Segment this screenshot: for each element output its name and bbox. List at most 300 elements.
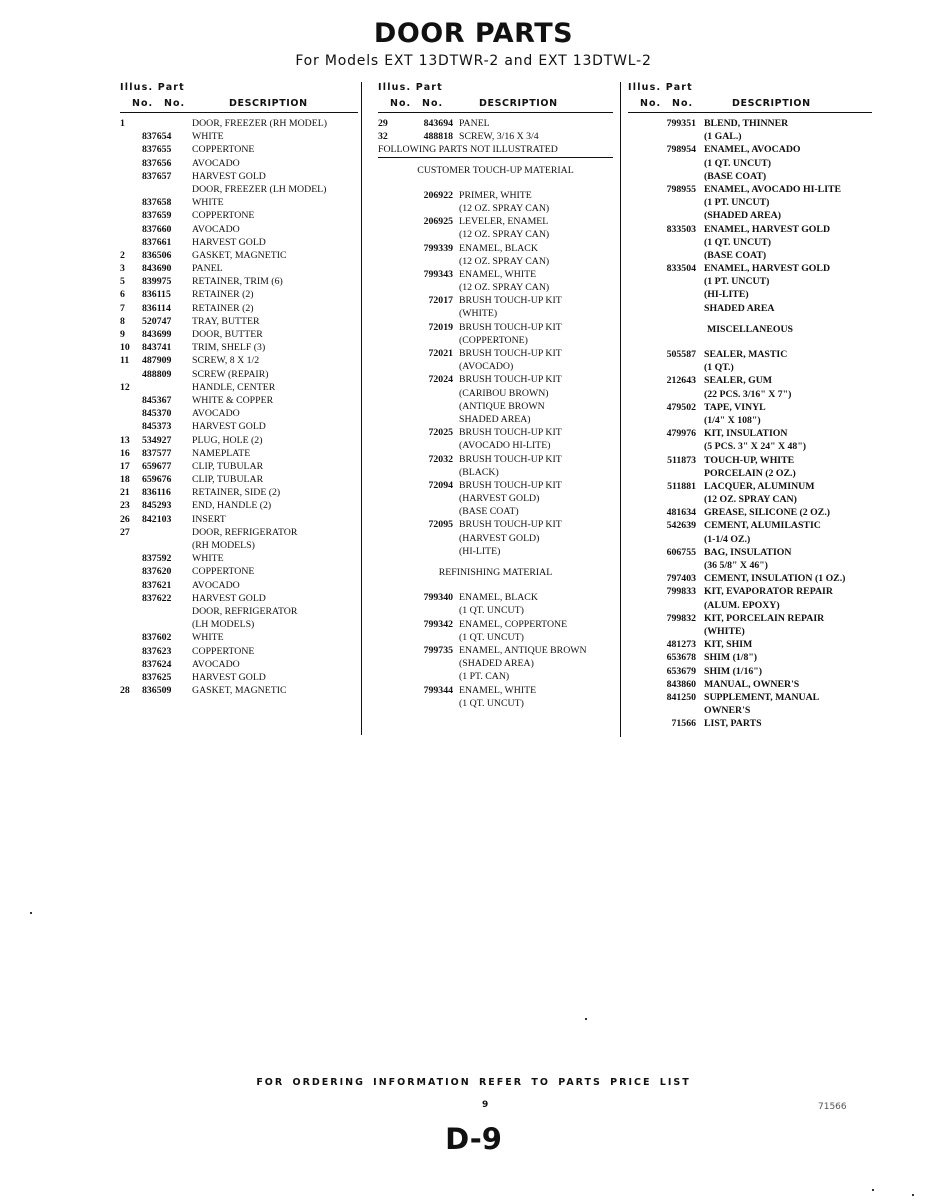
illus-number [378,697,398,710]
part-row [120,262,358,275]
part-number [648,196,704,209]
illus-number [628,209,648,222]
part-row [120,328,358,341]
part-description: COPPERTONE [192,144,255,156]
part-number: 72017 [428,295,453,307]
illus-number [378,413,398,426]
part-number [648,440,704,453]
part-row [628,454,872,467]
part-description: COPPERTONE [192,645,255,657]
part-number [648,157,704,170]
part-description: ENAMEL, HARVEST GOLD [704,263,831,275]
part-row [120,631,358,644]
part-row [378,684,613,697]
part-number: 72094 [428,479,453,491]
part-description: ENAMEL, AVOCADO HI-LITE [704,183,842,195]
part-description: (ANTIQUE BROWN [459,400,545,412]
illus-number [378,545,398,558]
part-description: INSERT [192,513,226,525]
part-row [120,434,358,447]
part-description: BRUSH TOUCH-UP KIT [459,321,562,333]
part-description: DOOR, FREEZER (LH MODEL) [192,183,327,195]
column-divider [361,82,362,735]
part-description: DOOR, REFRIGERATOR [192,605,298,617]
section-heading [378,164,613,177]
part-description: AVOCADO [192,157,240,169]
part-description: DOOR, FREEZER (RH MODEL) [192,118,327,129]
part-description: END, HANDLE (2) [192,500,272,512]
part-row [120,473,358,486]
illus-number [378,294,398,307]
illus-number [628,440,648,453]
part-number: 798954 [666,144,696,156]
illus-number [120,539,142,552]
part-number: 659677 [142,460,172,472]
part-description: TRIM, SHELF (3) [192,342,266,354]
part-row [378,321,613,334]
part-row [628,519,872,532]
illus-number [628,302,648,315]
part-number [142,539,192,552]
illus-number: 10 [120,342,130,354]
part-description: SHADED AREA) [459,413,531,425]
illus-number [628,143,648,156]
parts-list [628,117,872,315]
part-row [628,665,872,678]
part-description: TRAY, BUTTER [192,315,260,327]
part-row [628,262,872,275]
part-description: BRUSH TOUCH-UP KIT [459,453,562,465]
part-row [628,480,872,493]
part-row [378,189,613,202]
part-number: 837659 [142,210,172,222]
part-row [120,381,358,394]
part-number [648,236,704,249]
illus-number [378,360,398,373]
illus-number [628,170,648,183]
illus-number [628,546,648,559]
illus-number: 11 [120,355,130,367]
part-description: AVOCADO [192,658,240,670]
part-number: 845293 [142,500,172,512]
part-number: 206922 [423,189,453,201]
part-row [378,347,613,360]
part-description: HANDLE, CENTER [192,381,276,393]
part-number [648,249,704,262]
parts-list [378,189,613,558]
part-description: HARVEST GOLD [192,671,266,683]
part-description: (1 PT. UNCUT) [704,197,770,209]
part-number [648,625,704,638]
part-description: ENAMEL, BLACK [459,242,538,254]
part-row [628,625,872,638]
part-number [648,559,704,572]
part-description: SEALER, MASTIC [704,349,788,360]
part-row [378,334,613,347]
part-no-label: No. [164,98,186,109]
part-description: (1 QT. UNCUT) [459,697,524,709]
illus-number [378,604,398,617]
header-rule [628,112,872,113]
illus-number [628,117,648,130]
part-number: 837602 [142,632,172,644]
section-heading [378,143,613,157]
part-row [378,294,613,307]
part-description: (1 QT. UNCUT) [704,236,772,248]
part-number: 837655 [142,144,172,156]
part-row [628,678,872,691]
illus-number [628,348,648,361]
part-number [398,505,459,518]
part-number: 837622 [142,592,172,604]
part-description: BRUSH TOUCH-UP KIT [459,295,562,307]
illus-number [628,249,648,262]
illus-number [120,196,142,209]
illus-number [378,644,398,657]
part-description: RETAINER, SIDE (2) [192,487,281,499]
part-row [378,453,613,466]
part-description: ENAMEL, WHITE [459,268,537,280]
part-number [142,526,192,539]
illus-number [628,480,648,493]
part-number: 520747 [142,315,172,327]
part-description: CLIP, TUBULAR [192,474,264,486]
part-row [378,492,613,505]
part-description: LEVELER, ENAMEL [459,216,549,228]
part-number: 505587 [666,349,696,360]
illus-number [120,618,142,631]
part-description: (ALUM. EPOXY) [704,599,780,611]
part-row [378,360,613,373]
illus-number [628,130,648,143]
part-row [120,579,358,592]
part-row [378,697,613,710]
illus-number [628,704,648,717]
part-description: (BLACK) [459,466,499,478]
part-row [378,400,613,413]
part-description: (CARIBOU BROWN) [459,387,549,399]
illus-no-label: No. [640,98,662,109]
part-row [378,479,613,492]
part-number: 843694 [423,118,453,129]
illus-number [120,645,142,658]
part-description: (SHADED AREA) [459,658,534,670]
part-row [378,242,613,255]
illus-number [628,361,648,374]
part-row [378,657,613,670]
part-description: (LH MODELS) [192,619,255,631]
part-no-label: No. [422,98,444,109]
illus-number [378,347,398,360]
part-description: DOOR, BUTTER [192,329,263,340]
illus-number [120,209,142,222]
illus-number [378,670,398,683]
part-description: SEALER, GUM [704,375,773,387]
illus-number [378,215,398,228]
illus-number [120,631,142,644]
part-description: (RH MODELS) [192,540,255,551]
illus-number [628,533,648,546]
part-description: (1-1/4 OZ.) [704,533,751,545]
part-row [378,439,613,452]
part-row [628,130,872,143]
part-description: (36 5/8" X 46") [704,560,768,571]
illus-number [628,612,648,625]
column-header [120,82,358,112]
scan-speck [872,1189,874,1191]
illus-number [628,651,648,664]
part-row [628,170,872,183]
part-row [378,228,613,241]
part-number: 841250 [666,691,696,703]
part-description: (12 OZ. SPRAY CAN) [459,229,550,241]
part-description: PORCELAIN (2 OZ.) [704,467,796,479]
part-number [398,307,459,320]
part-description: HARVEST GOLD [192,236,266,248]
part-row [120,526,358,539]
part-number: 479502 [666,401,696,413]
part-description: (1 PT. UNCUT) [704,276,770,288]
illus-no-label: No. [132,98,154,109]
part-row [378,618,613,631]
illus-number [628,717,648,730]
illus-number [628,467,648,480]
part-description: PANEL [459,118,490,129]
illus-number: 5 [120,276,125,288]
page-label: D-9 [445,1122,502,1156]
part-description: (1 QT. UNCUT) [704,157,772,169]
part-row [378,631,613,644]
part-number: 72021 [428,348,453,359]
part-description: WHITE [192,553,224,565]
part-number: 799832 [666,612,696,624]
part-number [398,439,459,452]
illus-number [628,262,648,275]
illus-number [120,658,142,671]
part-number [398,413,459,426]
part-number: 799343 [423,268,453,280]
part-description: AVOCADO [192,223,240,235]
part-description: SUPPLEMENT, MANUAL [704,691,820,703]
part-description: SHADED AREA [704,302,775,314]
part-number [398,697,459,710]
part-row [120,157,358,170]
illus-number [628,275,648,288]
part-description: OWNER'S [704,705,751,717]
part-number: 836116 [142,487,171,499]
part-row [628,467,872,480]
part-number: 837657 [142,170,172,182]
part-number [648,361,704,374]
part-number [648,388,704,401]
part-row [378,670,613,683]
part-row [628,196,872,209]
part-number: 845370 [142,408,172,420]
illus-number: 32 [378,131,388,143]
part-row [120,354,358,367]
part-number [648,275,704,288]
part-row [628,704,872,717]
part-number [398,387,459,400]
part-number: 837660 [142,223,172,235]
parts-list [378,591,613,710]
part-number: 511881 [667,480,696,492]
part-row [628,638,872,651]
part-number: 837577 [142,447,172,459]
illus-number [378,334,398,347]
part-row [378,518,613,531]
parts-list [628,348,872,730]
part-number [648,414,704,427]
part-number: 842103 [142,513,172,525]
parts-list [120,117,358,697]
illus-number [378,400,398,413]
part-row [120,341,358,354]
part-description: (HARVEST GOLD) [459,532,540,544]
part-row [378,505,613,518]
illus-number [378,492,398,505]
part-number [398,255,459,268]
part-row [378,532,613,545]
part-number: 837656 [142,157,172,169]
part-number: 837620 [142,566,172,578]
part-row [120,183,358,196]
part-row [120,513,358,526]
illus-number: 18 [120,474,130,486]
part-number [398,360,459,373]
part-description: (COPPERTONE) [459,334,528,346]
part-number: 837623 [142,645,172,657]
part-number [648,209,704,222]
part-row [120,117,358,130]
part-row [378,307,613,320]
part-row [628,275,872,288]
part-row [120,209,358,222]
part-number: 837658 [142,197,172,209]
illus-number [378,439,398,452]
illus-number [378,618,398,631]
part-description: WHITE [192,632,224,644]
part-row [120,460,358,473]
illus-number [120,183,142,196]
part-description: CLIP, TUBULAR [192,460,264,472]
part-row [120,605,358,618]
part-number: 797403 [666,573,696,585]
illus-number: 29 [378,118,388,129]
illus-number [628,414,648,427]
part-row [628,546,872,559]
part-row [628,117,872,130]
part-description: (22 PCS. 3/16" X 7") [704,388,792,400]
part-description: BRUSH TOUCH-UP KIT [459,374,562,386]
illus-number [378,479,398,492]
illus-number [120,552,142,565]
part-description: RETAINER (2) [192,289,254,301]
section-not-illustrated: FOLLOWING PARTS NOT ILLUSTRATED [378,144,558,156]
illus-number [628,288,648,301]
part-description: (12 OZ. SPRAY CAN) [459,202,550,214]
part-description: (1 QT. UNCUT) [459,631,524,643]
part-description: PLUG, HOLE (2) [192,434,263,446]
page-number: 9 [482,1100,489,1110]
part-number: 799833 [666,586,696,598]
part-number: 542639 [666,520,696,532]
part-number: 72032 [428,453,453,465]
part-number [142,618,192,631]
illus-number [378,228,398,241]
column-divider [620,82,621,737]
illus-number [628,678,648,691]
part-row [628,585,872,598]
illus-number [378,307,398,320]
part-row [628,691,872,704]
part-description: GASKET, MAGNETIC [192,685,287,697]
part-row [628,559,872,572]
part-row [120,315,358,328]
part-description: ENAMEL, BLACK [459,592,538,604]
part-number: 836509 [142,685,172,697]
part-description: BLEND, THINNER [704,118,789,129]
part-number [398,532,459,545]
part-number: 799735 [423,644,453,656]
illus-number [378,466,398,479]
header-rule [120,112,358,113]
part-number [398,281,459,294]
part-description: RETAINER (2) [192,302,254,314]
part-row [120,447,358,460]
illus-number [628,638,648,651]
illus-number: 27 [120,526,130,538]
part-number: 206925 [423,216,453,228]
illus-number [378,321,398,334]
illus-number [378,373,398,386]
part-row [628,572,872,585]
part-description: (1 QT.) [704,362,734,374]
part-number: 845367 [142,394,172,406]
illus-number [120,157,142,170]
part-number [648,493,704,506]
part-description: (1/4" X 108") [704,414,761,426]
part-row [378,373,613,386]
part-row [628,209,872,222]
part-row [378,644,613,657]
part-description: GREASE, SILICONE (2 OZ.) [704,507,831,519]
illus-number: 17 [120,460,130,472]
part-row [120,658,358,671]
part-number: 72024 [428,374,453,386]
part-description: ENAMEL, ANTIQUE BROWN [459,644,587,656]
part-row [120,275,358,288]
part-row [378,255,613,268]
part-description: ENAMEL, COPPERTONE [459,618,568,630]
column-header [628,82,872,112]
part-row [120,288,358,301]
part-description: BRUSH TOUCH-UP KIT [459,427,562,439]
part-description: BRUSH TOUCH-UP KIT [459,479,562,491]
part-number: 799344 [423,684,453,696]
part-number: 481273 [666,639,696,651]
illus-number [628,506,648,519]
part-number [142,605,192,618]
illus-number [628,236,648,249]
part-description: RETAINER, TRIM (6) [192,276,283,288]
part-row [628,612,872,625]
illus-number [378,268,398,281]
illus-number [628,559,648,572]
part-description: HARVEST GOLD [192,421,266,433]
illus-number [628,196,648,209]
part-description: KIT, EVAPORATOR REPAIR [704,586,833,598]
